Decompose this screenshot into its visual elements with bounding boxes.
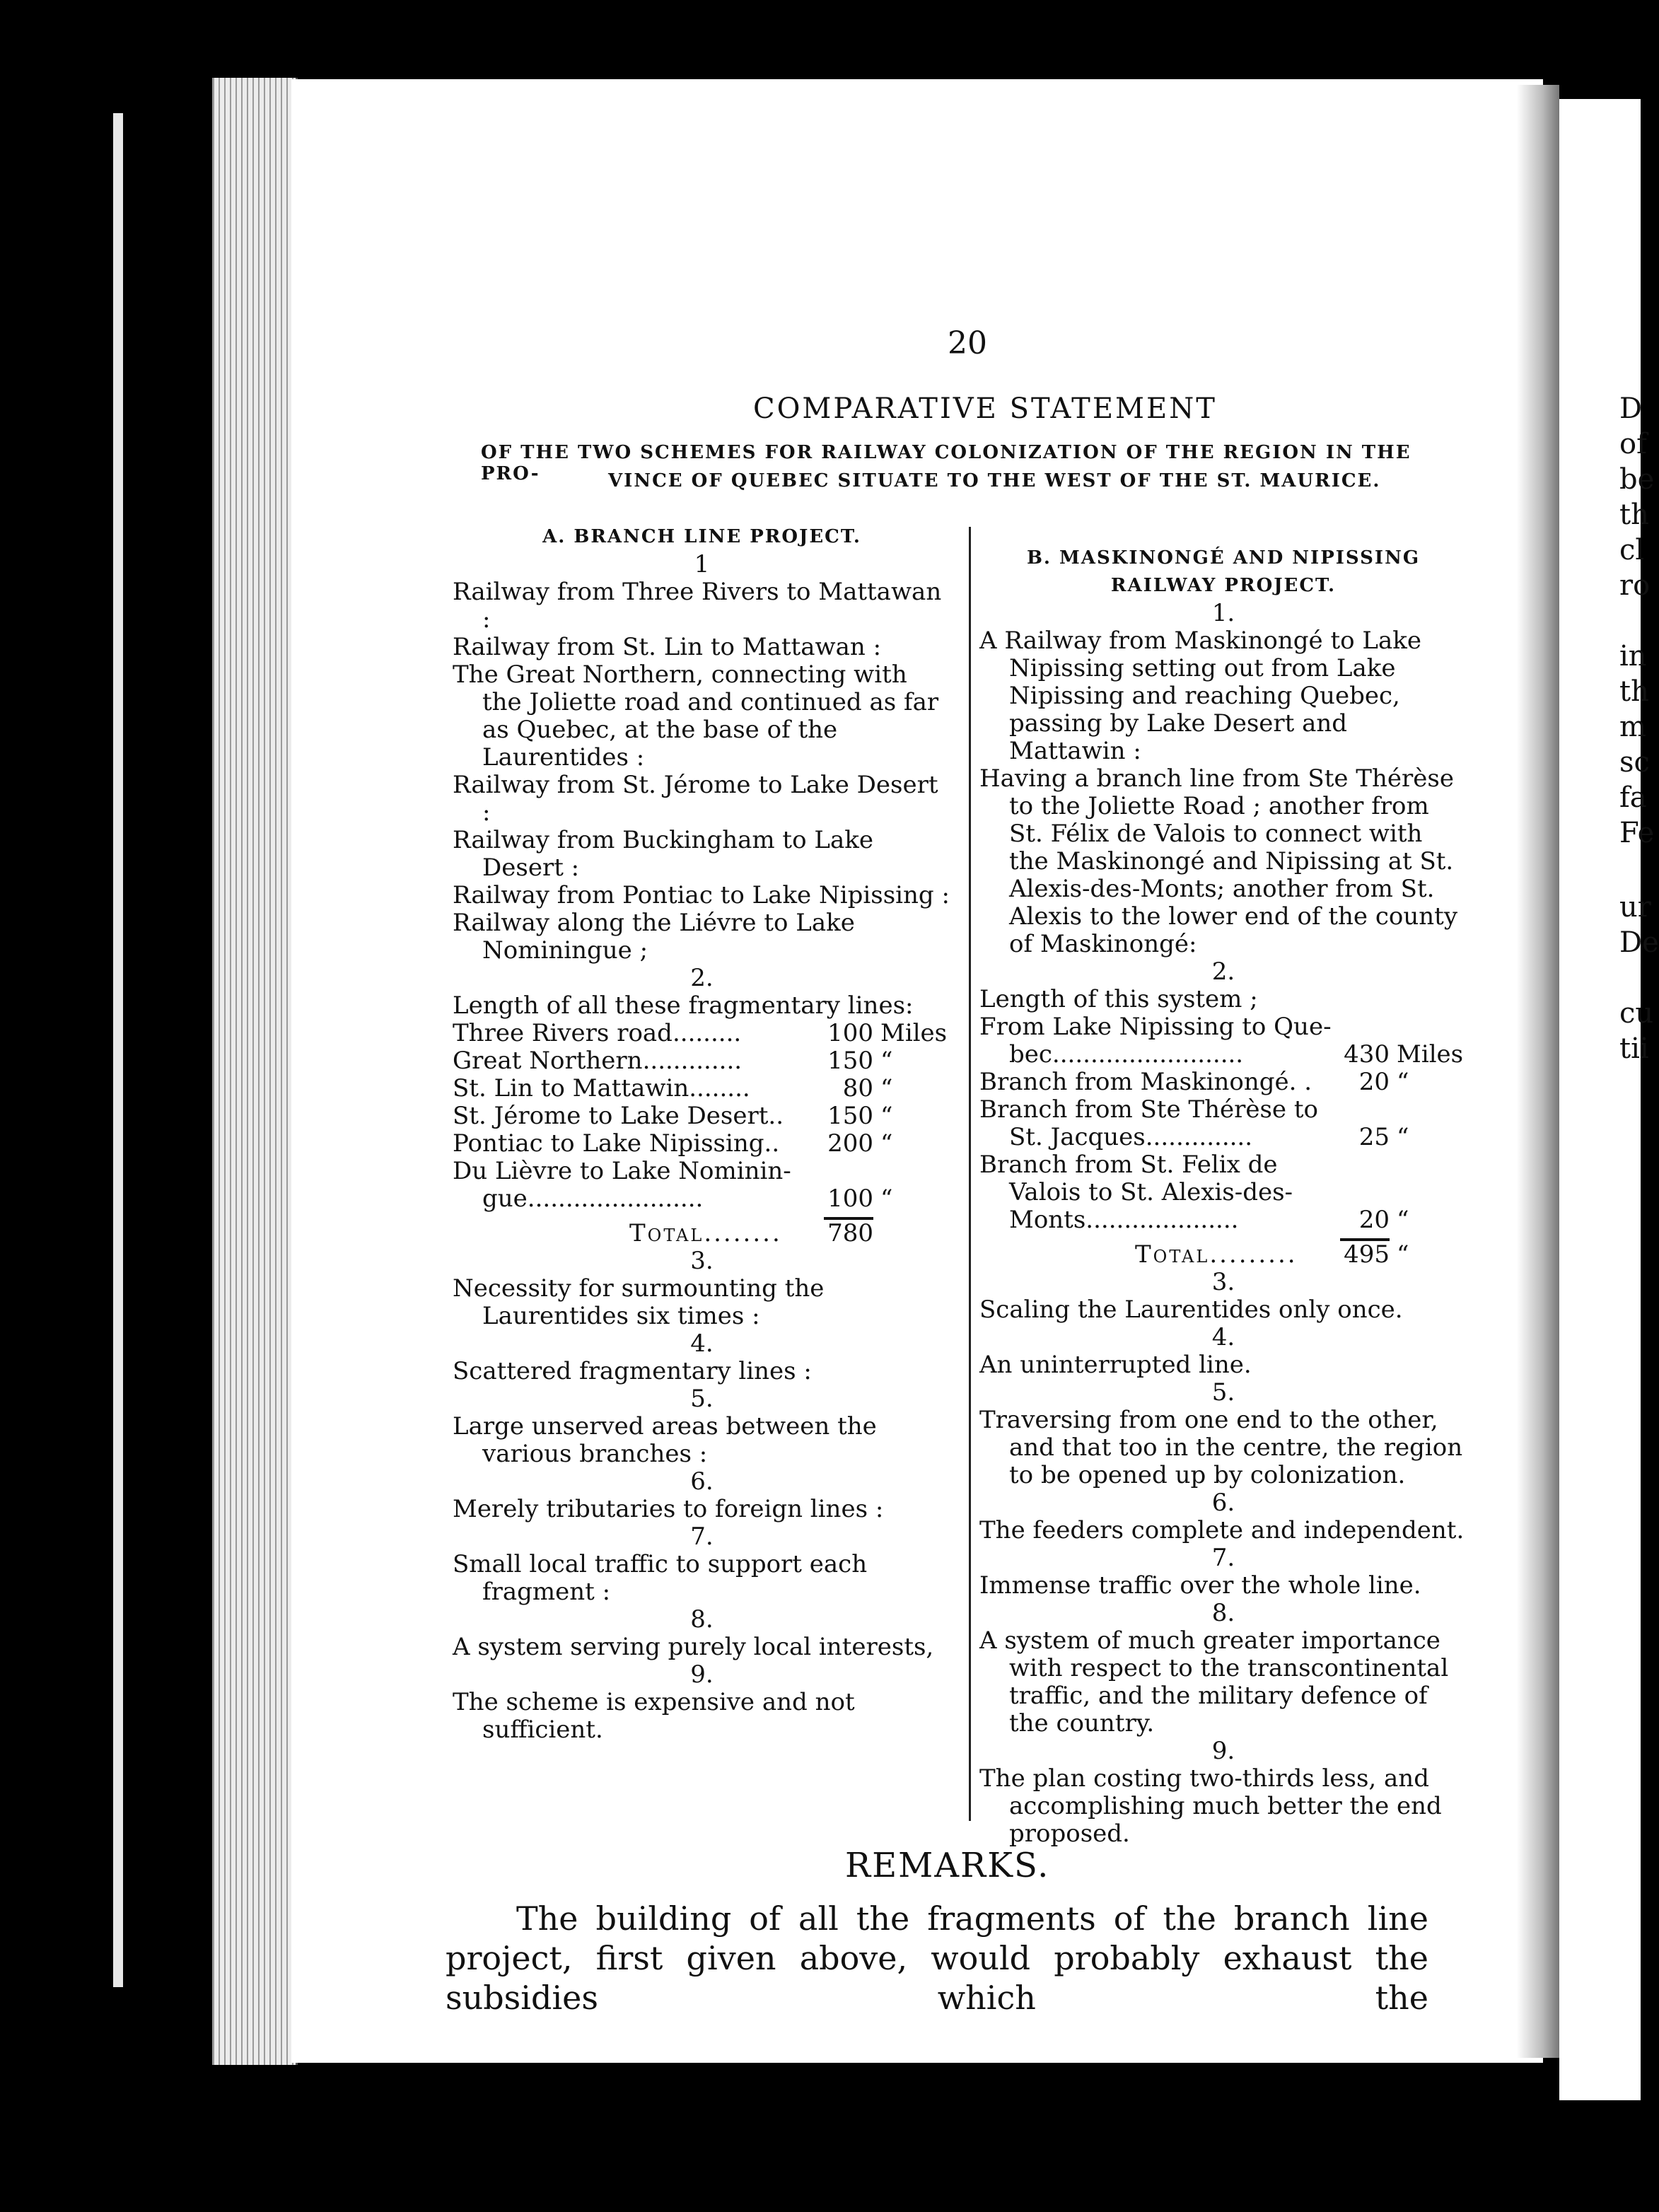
facing-fragment: fa [1619, 781, 1647, 814]
mileage-row [979, 1124, 1467, 1151]
facing-fragment: th [1619, 675, 1649, 708]
row-value: 430 [1344, 1040, 1390, 1069]
point-text: Small local traffic to support each fragment : [453, 1550, 868, 1606]
section-number: 1. [1211, 599, 1235, 627]
row-value: 150 [827, 1102, 873, 1130]
list-item: Railway from St. Lin to Mattawan : [453, 633, 882, 661]
section-number: 6. [690, 1467, 714, 1496]
facing-fragment: be [1619, 463, 1655, 496]
facing-fragment: th [1619, 499, 1649, 531]
page-number: 20 [948, 325, 987, 361]
row-unit: “ [880, 1129, 893, 1158]
section-intro: Length of this system ; [979, 985, 1258, 1013]
mileage-row [979, 1041, 1467, 1069]
row-unit: “ [880, 1184, 893, 1213]
row-unit: “ [880, 1102, 893, 1130]
row-label: gue....................... [482, 1184, 704, 1213]
row-label: Monts.................... [1009, 1206, 1239, 1234]
row-unit: “ [1397, 1068, 1409, 1096]
row-unit: “ [880, 1074, 893, 1102]
row-label: bec......................... [1009, 1040, 1244, 1069]
facing-fragment: cu [1619, 997, 1654, 1030]
row-unit: “ [1397, 1206, 1409, 1234]
point-text: Traversing from one end to the other, and that too in the centre, the region to be opened up by colonization. [979, 1406, 1463, 1489]
row-value: 80 [842, 1074, 873, 1102]
row-label: Branch from Maskinongé. . [979, 1068, 1312, 1096]
point-text: Large unserved areas between the various branches : [453, 1412, 877, 1468]
list-item: A Railway from Maskinongé to Lake Nipissing setting out from Lake Nipissing and reaching Quebec, passing by Lake Desert and Mattawin : [979, 627, 1421, 765]
section-number: 4. [1211, 1323, 1235, 1351]
right-column [979, 545, 1467, 1848]
section-number: 3. [690, 1247, 714, 1275]
point-text: A system of much greater importance with respect to the transcontinental traffic, and the military defence of the country. [979, 1626, 1449, 1737]
list-item: Railway from St. Jérome to Lake Desert : [453, 771, 938, 827]
facing-fragment: ro [1619, 569, 1651, 602]
total-unit: “ [1397, 1240, 1409, 1269]
section-number: 7. [1211, 1544, 1235, 1572]
total-value: 495 [1344, 1240, 1390, 1269]
mileage-row [453, 1047, 951, 1075]
row-label: St. Lin to Mattawin........ [453, 1074, 750, 1102]
row-value: 100 [827, 1184, 873, 1213]
facing-fragment: m [1619, 711, 1646, 743]
row-value: 100 [827, 1019, 873, 1047]
row-label: Great Northern............. [453, 1047, 743, 1075]
point-text: Merely tributaries to foreign lines : [453, 1495, 884, 1523]
facing-fragment: in [1619, 640, 1647, 673]
column-divider [969, 527, 971, 1821]
total-label: Total........ [629, 1219, 782, 1247]
facing-fragment: ur [1619, 891, 1651, 924]
column-heading: B. MASKINONGÉ AND NIPISSING RAILWAY PROJECT. [1026, 547, 1421, 596]
section-number: 1 [694, 550, 710, 578]
row-label: St. Jacques.............. [1009, 1123, 1253, 1151]
total-label: Total......... [1135, 1240, 1298, 1269]
row-value: 20 [1358, 1068, 1390, 1096]
row-label: Valois to St. Alexis-des- [1009, 1178, 1293, 1206]
mileage-row [453, 1075, 951, 1102]
remarks-paragraph: The building of all the fragments of the branch line project, first given above, would probably exhaust the subsidies which the [446, 1899, 1428, 2017]
section-number: 8. [690, 1605, 714, 1634]
column-heading: A. BRANCH LINE PROJECT. [542, 526, 861, 547]
point-text: The scheme is expensive and not sufficient. [453, 1688, 855, 1744]
mileage-row [453, 1130, 951, 1158]
row-unit: “ [880, 1047, 893, 1075]
row-unit: Miles [1397, 1040, 1464, 1069]
point-text: The feeders complete and independent. [979, 1516, 1465, 1544]
section-number: 2. [690, 964, 714, 992]
row-label: Branch from Ste Thérèse to [979, 1095, 1318, 1124]
subtitle-line: OF THE TWO SCHEMES FOR RAILWAY COLONIZATION OF THE REGION IN THE PRO- [481, 442, 1411, 484]
left-column [453, 523, 951, 1744]
point-text: Scaling the Laurentides only once. [979, 1296, 1403, 1324]
row-value: 25 [1358, 1123, 1390, 1151]
mileage-row [979, 1206, 1467, 1234]
point-text: Scattered fragmentary lines : [453, 1357, 812, 1385]
list-item: Railway from Three Rivers to Mattawan : [453, 578, 942, 634]
facing-fragment: Fe [1619, 817, 1655, 849]
mileage-row [453, 1102, 951, 1130]
point-text: A system serving purely local interests, [453, 1633, 934, 1661]
section-number: 2. [1211, 957, 1235, 986]
subtitle-line: VINCE OF QUEBEC SITUATE TO THE WEST OF THE ST. MAURICE. [608, 470, 1381, 491]
section-number: 4. [690, 1329, 714, 1358]
list-item: Railway from Pontiac to Lake Nipissing : [453, 881, 950, 909]
section-number: 5. [1211, 1378, 1235, 1407]
row-label: Du Lièvre to Lake Nominin- [453, 1157, 791, 1185]
facing-fragment: tii [1619, 1032, 1649, 1065]
section-number: 9. [690, 1660, 714, 1689]
row-value: 150 [827, 1047, 873, 1075]
section-number: 9. [1211, 1737, 1235, 1765]
section-intro: Length of all these fragmentary lines: [453, 991, 914, 1020]
point-text: Immense traffic over the whole line. [979, 1571, 1421, 1600]
row-label: Three Rivers road......... [453, 1019, 742, 1047]
section-number: 3. [1211, 1268, 1235, 1296]
facing-fragment: De [1619, 926, 1659, 959]
mileage-row [979, 1069, 1467, 1096]
row-value: 200 [827, 1129, 873, 1158]
facing-fragment: of [1619, 428, 1647, 460]
page-title: COMPARATIVE STATEMENT [753, 392, 1217, 425]
point-text: An uninterrupted line. [979, 1351, 1252, 1379]
row-label: Pontiac to Lake Nipissing.. [453, 1129, 780, 1158]
total-row [979, 1241, 1467, 1269]
list-item: Railway from Buckingham to Lake Desert : [453, 826, 873, 882]
section-number: 7. [690, 1523, 714, 1551]
list-item: Having a branch line from Ste Thérèse to the Joliette Road ; another from St. Félix de Valois to connect with the Maskinongé and Nipissing at St. Alexis-des-Monts; another from St. Alexis to the lower end of the county of Maskinongé: [979, 764, 1458, 958]
mileage-row [453, 1185, 951, 1213]
remarks-body [446, 1899, 1428, 2018]
list-item: The Great Northern, connecting with the Joliette road and continued as far as Quebec, at the base of the Laurentides : [453, 660, 939, 772]
remarks-heading: REMARKS. [845, 1846, 1050, 1885]
total-value: 780 [827, 1219, 873, 1247]
page-gutter [1517, 85, 1559, 2058]
section-number: 6. [1211, 1489, 1235, 1517]
point-text: Necessity for surmounting the Laurentides six times : [453, 1274, 825, 1330]
section-intro: From Lake Nipissing to Que- [979, 1013, 1332, 1041]
list-item: Railway along the Liévre to Lake Nominingue ; [453, 909, 855, 965]
facing-fragment: sc [1619, 746, 1650, 779]
row-unit: “ [1397, 1123, 1409, 1151]
row-label: St. Jérome to Lake Desert.. [453, 1102, 784, 1130]
mileage-row [453, 1020, 951, 1047]
row-value: 20 [1358, 1206, 1390, 1234]
facing-fragment: cl [1619, 534, 1645, 566]
total-row [453, 1220, 951, 1247]
section-number: 8. [1211, 1599, 1235, 1627]
section-number: 5. [690, 1385, 714, 1413]
row-label: Branch from St. Felix de [979, 1151, 1278, 1179]
scan-edge [113, 113, 123, 1987]
point-text: The plan costing two-thirds less, and accomplishing much better the end proposed. [979, 1764, 1442, 1848]
page-stack-edge [212, 78, 298, 2065]
row-unit: Miles [880, 1019, 948, 1047]
facing-fragment: D [1619, 392, 1643, 425]
